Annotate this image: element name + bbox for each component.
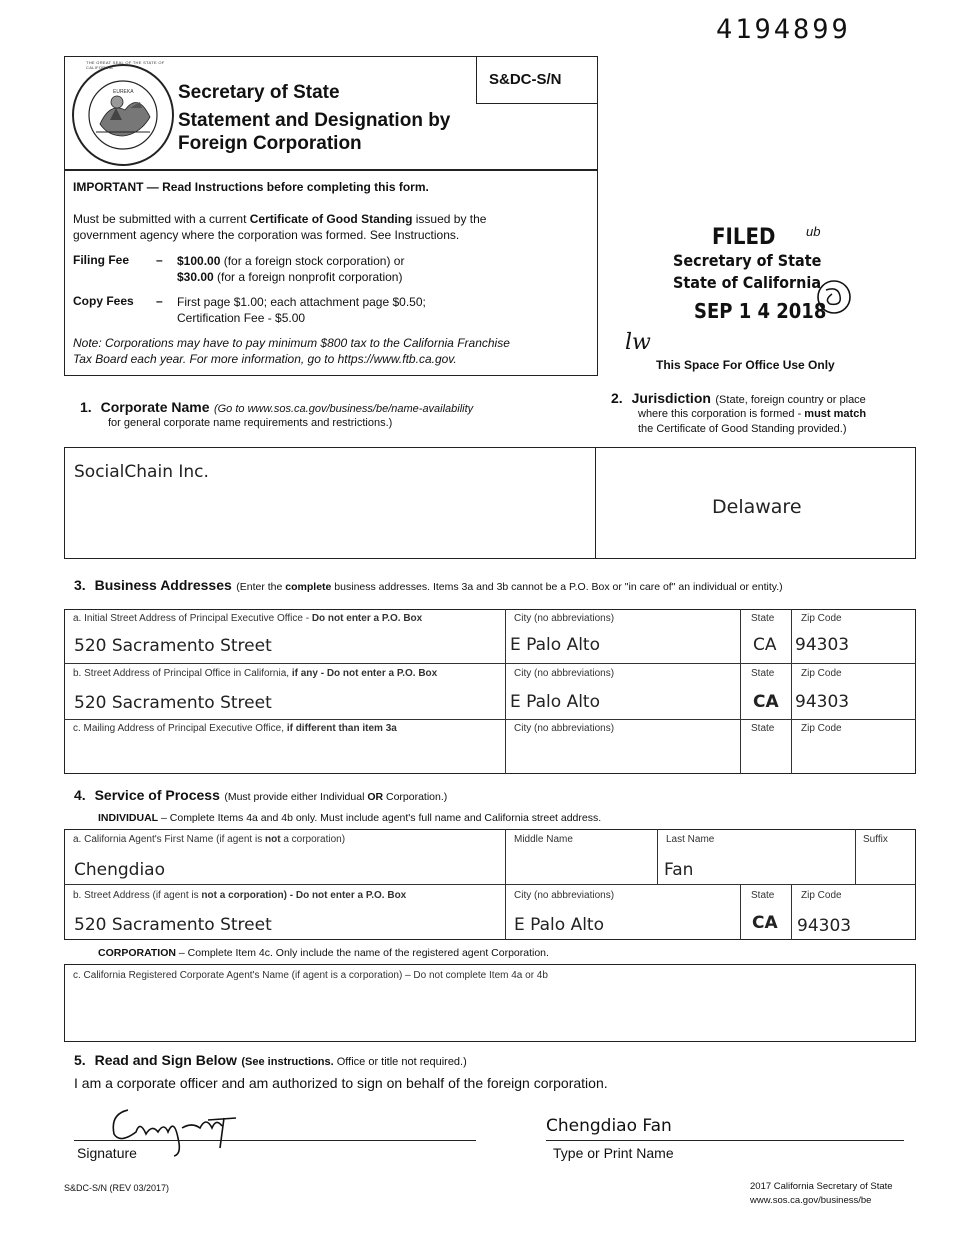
- stamp-date: SEP 1 4 2018: [694, 299, 827, 323]
- agent-state-label: State: [751, 890, 775, 901]
- corporation-instructions: CORPORATION – Complete Item 4c. Only include the name of the registered agent Corporation.: [98, 947, 549, 959]
- address-3b-zip-label: Zip Code: [801, 668, 842, 679]
- section-2-header: 2. Jurisdiction (State, foreign country or place: [611, 390, 866, 406]
- footer-url: www.sos.ca.gov/business/be: [750, 1195, 872, 1206]
- address-3a-street[interactable]: 520 Sacramento Street: [74, 636, 272, 656]
- address-3a-zip[interactable]: 94303: [795, 635, 850, 655]
- address-3b-state[interactable]: CA: [753, 692, 779, 712]
- corporate-name-value: SocialChain Inc.: [74, 462, 209, 482]
- copy-fee-label: Copy Fees: [73, 294, 134, 308]
- filed-stamp: FILED: [712, 225, 776, 250]
- copy-fee-text: First page $1.00; each attachment page $0.50; Certification Fee - $5.00: [177, 295, 426, 325]
- stamp-secretary: Secretary of State: [673, 251, 822, 270]
- address-3c-state-label: State: [751, 723, 775, 734]
- address-3b-city[interactable]: E Palo Alto: [510, 692, 600, 712]
- address-3a-label: a. Initial Street Address of Principal Executive Office - Do not enter a P.O. Box: [73, 613, 423, 624]
- address-3c-city-label: City (no abbreviations): [514, 723, 615, 734]
- agent-city-label: City (no abbreviations): [514, 890, 615, 901]
- agent-zip-label: Zip Code: [801, 890, 842, 901]
- filing-fee-label: Filing Fee: [73, 253, 130, 267]
- address-3a-city-label: City (no abbreviations): [514, 613, 615, 624]
- printed-name[interactable]: Chengdiao Fan: [546, 1116, 672, 1136]
- header-title-3: Foreign Corporation: [178, 133, 362, 154]
- business-address-table: [64, 609, 916, 774]
- section-3-header: 3. Business Addresses (Enter the complete business addresses. Items 3a and 3b cannot be a P.O. Box or "in care of" an individual or entity.): [74, 577, 783, 593]
- signature-line: [74, 1140, 476, 1141]
- address-3c-label: c. Mailing Address of Principal Executive Office, if different than item 3a: [73, 723, 397, 734]
- address-3b-zip[interactable]: 94303: [795, 692, 850, 712]
- section-5-header: 5. Read and Sign Below (See instructions. Office or title not required.): [74, 1052, 467, 1068]
- agent-middle-name-label: Middle Name: [514, 834, 573, 845]
- address-3c-zip-label: Zip Code: [801, 723, 842, 734]
- form-code: S&DC-S/N: [489, 71, 562, 88]
- agent-first-name[interactable]: Chengdiao: [74, 860, 166, 880]
- stamp-initials: ub: [806, 224, 821, 239]
- section-2-hint: where this corporation is formed - must match the Certificate of Good Standing provided.): [638, 408, 867, 435]
- address-3a-state-label: State: [751, 613, 775, 624]
- seal-motto: EUREKA: [113, 89, 134, 95]
- form-revision: S&DC-S/N (REV 03/2017): [64, 1183, 170, 1193]
- agent-state[interactable]: CA: [752, 913, 778, 933]
- agent-street-label: b. Street Address (if agent is not a corporation) - Do not enter a P.O. Box: [73, 890, 407, 901]
- signature-label: Signature: [77, 1145, 137, 1161]
- header-title-2: Statement and Designation by: [178, 110, 451, 131]
- important-note: IMPORTANT — Read Instructions before completing this form.: [73, 180, 429, 194]
- individual-instructions: INDIVIDUAL – Complete Items 4a and 4b only. Must include agent's full name and California street address.: [98, 812, 602, 824]
- certificate-requirement: Must be submitted with a current Certificate of Good Standing issued by the government agency where the corporation was formed. See Instructions.: [73, 212, 487, 242]
- print-name-label: Type or Print Name: [553, 1145, 674, 1161]
- address-3b-state-label: State: [751, 668, 775, 679]
- agent-suffix-label: Suffix: [863, 834, 888, 845]
- stamp-mark-icon: [814, 278, 854, 316]
- print-name-line: [546, 1140, 904, 1141]
- address-3a-zip-label: Zip Code: [801, 613, 842, 624]
- copy-fee-dash: –: [156, 294, 163, 308]
- section-1-header: 1. Corporate Name (Go to www.sos.ca.gov/business/be/name-availability: [80, 399, 474, 415]
- agent-zip[interactable]: 94303: [797, 916, 852, 936]
- agent-last-name-label: Last Name: [666, 834, 715, 845]
- address-3a-state[interactable]: CA: [753, 635, 777, 655]
- agent-first-name-label: a. California Agent's First Name (if agent is not a corporation): [73, 834, 346, 845]
- seal-text: THE GREAT SEAL OF THE STATE OF CALIFORNIA: [86, 60, 165, 70]
- address-3b-city-label: City (no abbreviations): [514, 668, 615, 679]
- california-seal-icon: [70, 62, 176, 168]
- agent-street[interactable]: 520 Sacramento Street: [74, 915, 272, 935]
- stamp-handwritten-initials: lw: [625, 330, 651, 355]
- corporate-agent-label: c. California Registered Corporate Agent's Name (if agent is a corporation) – Do not complete Item 4a or 4b: [73, 970, 548, 981]
- address-3b-label: b. Street Address of Principal Office in California, if any - Do not enter a P.O. Box: [73, 668, 438, 679]
- agent-city[interactable]: E Palo Alto: [514, 915, 604, 935]
- stamp-state: State of California: [673, 273, 822, 292]
- filing-fee-text: $100.00 (for a foreign stock corporation) or $30.00 (for a foreign nonprofit corporation): [177, 254, 405, 284]
- address-3a-city[interactable]: E Palo Alto: [510, 635, 600, 655]
- office-use-label: This Space For Office Use Only: [656, 358, 835, 372]
- section-4-header: 4. Service of Process (Must provide either Individual OR Corporation.): [74, 787, 448, 803]
- header-title-1: Secretary of State: [178, 82, 340, 103]
- filing-fee-dash: –: [156, 253, 163, 267]
- footer-copyright: 2017 California Secretary of State: [750, 1181, 893, 1192]
- officer-statement: I am a corporate officer and am authorized to sign on behalf of the foreign corporation.: [74, 1075, 608, 1091]
- franchise-tax-note: Note: Corporations may have to pay minimum $800 tax to the California Franchise Tax Board each year. For more information, go to https://www.ftb.ca.gov.: [73, 336, 510, 366]
- jurisdiction-value: Delaware: [712, 496, 802, 518]
- address-3b-street[interactable]: 520 Sacramento Street: [74, 693, 272, 713]
- document-number: 4194899: [716, 14, 851, 45]
- section-1-hint: for general corporate name requirements and restrictions.): [108, 417, 393, 429]
- agent-last-name[interactable]: Fan: [664, 860, 694, 880]
